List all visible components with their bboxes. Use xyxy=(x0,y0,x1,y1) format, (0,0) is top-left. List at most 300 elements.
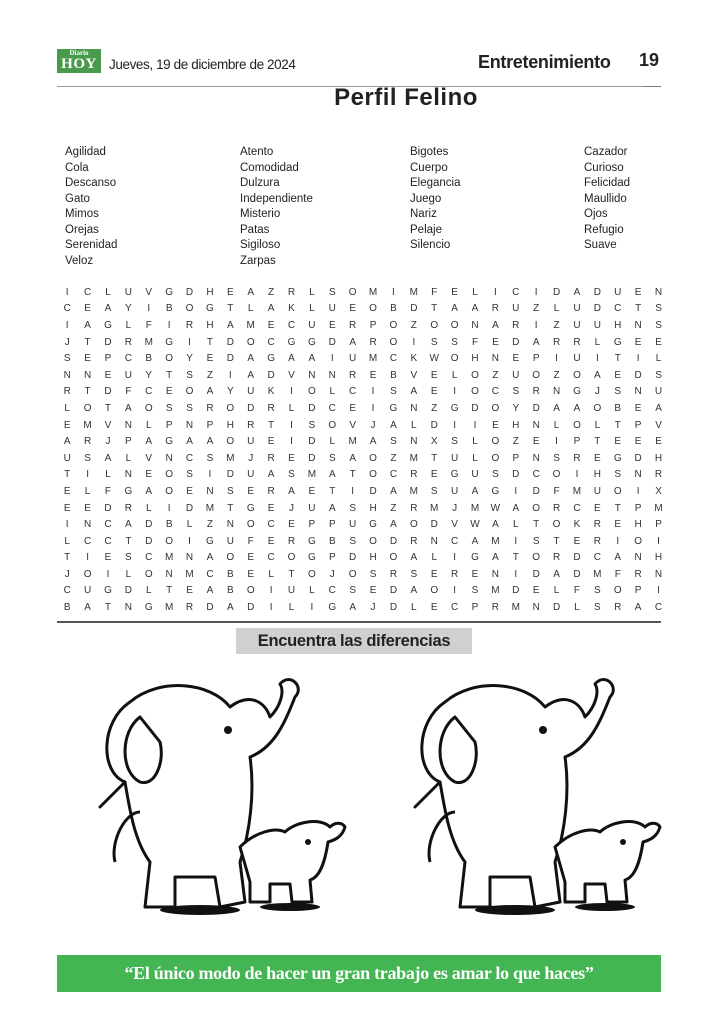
grid-letter: I xyxy=(453,386,456,398)
grid-letter: Z xyxy=(431,402,438,414)
grid-letter: A xyxy=(492,552,499,564)
grid-letter: T xyxy=(614,419,621,431)
grid-letter: A xyxy=(247,353,255,365)
grid-letter: G xyxy=(246,502,255,514)
grid-letter: T xyxy=(125,535,132,547)
grid-letter: G xyxy=(307,336,316,348)
logo-subtitle: Diario xyxy=(69,49,89,57)
grid-letter: C xyxy=(83,535,92,547)
grid-letter: G xyxy=(491,485,500,497)
grid-letter: D xyxy=(145,519,153,531)
grid-letter: O xyxy=(307,568,316,580)
grid-letter: N xyxy=(532,452,540,464)
grid-letter: A xyxy=(471,485,479,497)
grid-letter: W xyxy=(490,502,501,514)
grid-letter: A xyxy=(492,519,499,531)
grid-letter: I xyxy=(412,336,416,348)
grid-letter: Z xyxy=(533,303,540,315)
grid-letter: K xyxy=(573,519,581,531)
word-column xyxy=(410,145,461,254)
grid-letter: L xyxy=(513,519,519,531)
grid-letter: D xyxy=(349,552,357,564)
grid-letter: T xyxy=(166,585,173,597)
grid-letter: C xyxy=(63,585,71,597)
grid-letter: A xyxy=(267,469,275,481)
grid-letter: M xyxy=(164,602,174,614)
grid-letter: O xyxy=(165,469,174,481)
grid-letter: S xyxy=(206,452,214,464)
elephants-illustration-right xyxy=(395,662,665,932)
grid-letter: M xyxy=(511,602,520,614)
grid-letter: I xyxy=(351,485,355,497)
grid-letter: G xyxy=(165,336,174,348)
grid-letter: V xyxy=(349,419,356,431)
grid-letter: O xyxy=(226,436,235,448)
grid-letter: C xyxy=(328,585,336,597)
grid-letter: A xyxy=(125,402,132,414)
grid-letter: O xyxy=(307,386,316,398)
grid-letter: I xyxy=(208,469,212,481)
grid-letter: D xyxy=(247,402,255,414)
grid-letter: L xyxy=(84,485,91,497)
grid-letter: E xyxy=(104,369,112,381)
grid-letter: A xyxy=(226,319,234,331)
grid-letter: D xyxy=(512,469,520,481)
grid-letter: U xyxy=(654,386,663,398)
grid-letter: A xyxy=(206,552,214,564)
word-item: Orejas xyxy=(65,223,99,236)
grid-letter: I xyxy=(86,552,89,564)
grid-letter: O xyxy=(430,319,439,331)
grid-letter: A xyxy=(145,436,153,448)
grid-row xyxy=(57,467,669,484)
grid-letter: W xyxy=(470,519,480,531)
grid-letter: G xyxy=(104,319,112,331)
grid-row xyxy=(57,384,669,401)
grid-letter: S xyxy=(328,452,336,464)
grid-letter: F xyxy=(145,319,152,331)
grid-letter: I xyxy=(555,436,558,448)
grid-letter: Z xyxy=(553,319,560,331)
grid-letter: Z xyxy=(206,369,213,381)
grid-letter: N xyxy=(83,519,92,531)
grid-row xyxy=(57,367,669,384)
grid-letter: P xyxy=(634,419,642,431)
grid-letter: A xyxy=(308,353,316,365)
grid-letter: E xyxy=(573,535,581,547)
grid-letter: O xyxy=(593,402,602,414)
grid-letter: O xyxy=(348,286,357,298)
grid-letter: M xyxy=(368,286,378,298)
grid-row xyxy=(57,483,669,500)
grid-letter: O xyxy=(613,485,622,497)
grid-letter: R xyxy=(267,402,275,414)
grid-letter: E xyxy=(226,286,234,298)
grid-letter: M xyxy=(409,485,418,497)
grid-letter: E xyxy=(634,436,642,448)
grid-letter: T xyxy=(166,369,173,381)
grid-letter: C xyxy=(267,552,275,564)
grid-letter: C xyxy=(63,303,71,315)
grid-letter: E xyxy=(247,568,255,580)
issue-date: Jueves, 19 de diciembre de 2024 xyxy=(109,57,296,72)
grid-letter: E xyxy=(63,419,71,431)
grid-letter: K xyxy=(288,303,295,315)
grid-letter: I xyxy=(228,369,232,381)
grid-letter: H xyxy=(654,452,663,464)
grid-letter: S xyxy=(390,386,397,398)
grid-letter: O xyxy=(83,568,92,580)
grid-letter: F xyxy=(614,568,621,580)
grid-letter: K xyxy=(410,353,418,365)
grid-letter: S xyxy=(594,602,601,614)
grid-letter: T xyxy=(64,469,71,481)
grid-letter: D xyxy=(389,535,398,547)
grid-letter: P xyxy=(125,436,132,448)
grid-row xyxy=(57,350,669,367)
grid-letter: D xyxy=(104,336,112,348)
grid-letter: M xyxy=(593,568,602,580)
grid-row xyxy=(57,400,669,417)
grid-letter: I xyxy=(86,469,89,481)
word-item: Ojos xyxy=(584,208,608,220)
grid-letter: P xyxy=(512,452,520,464)
grid-letter: F xyxy=(247,535,254,547)
grid-letter: N xyxy=(430,535,438,547)
word-item: Veloz xyxy=(65,254,94,267)
grid-letter: S xyxy=(349,585,356,597)
grid-letter: O xyxy=(491,402,500,414)
grid-letter: T xyxy=(206,336,213,348)
grid-letter: I xyxy=(657,535,660,547)
grid-letter: O xyxy=(144,402,153,414)
grid-letter: L xyxy=(472,452,478,464)
grid-letter: B xyxy=(165,519,173,531)
grid-letter: G xyxy=(165,436,174,448)
grid-letter: F xyxy=(431,286,438,298)
grid-letter: R xyxy=(124,502,132,514)
grid-letter: D xyxy=(593,303,601,315)
grid-letter: E xyxy=(512,353,520,365)
grid-letter: S xyxy=(288,469,295,481)
grid-letter: C xyxy=(389,469,398,481)
grid-letter: N xyxy=(654,568,663,580)
grid-letter: S xyxy=(308,419,316,431)
grid-row xyxy=(57,500,669,517)
grid-letter: C xyxy=(512,286,520,298)
grid-letter: A xyxy=(369,436,377,448)
grid-letter: T xyxy=(84,336,91,348)
grid-letter: S xyxy=(451,336,458,348)
grid-letter: L xyxy=(64,535,70,547)
grid-letter: E xyxy=(430,602,438,614)
grid-letter: C xyxy=(267,336,275,348)
grid-row xyxy=(57,533,669,550)
grid-letter: U xyxy=(287,585,296,597)
grid-letter: V xyxy=(655,419,662,431)
grid-letter: S xyxy=(349,502,356,514)
grid-letter: C xyxy=(83,286,92,298)
grid-letter: U xyxy=(247,386,255,398)
grid-letter: M xyxy=(572,485,582,497)
grid-letter: A xyxy=(328,469,336,481)
grid-letter: R xyxy=(287,286,296,298)
grid-letter: C xyxy=(267,519,275,531)
word-item: Cazador xyxy=(584,146,628,158)
grid-letter: U xyxy=(124,286,132,298)
grid-letter: S xyxy=(63,353,71,365)
grid-letter: J xyxy=(594,386,600,398)
grid-letter: E xyxy=(267,502,275,514)
grid-letter: A xyxy=(532,336,540,348)
grid-letter: E xyxy=(206,353,214,365)
grid-letter: I xyxy=(514,535,518,547)
grid-letter: T xyxy=(614,353,621,365)
grid-letter: N xyxy=(83,369,92,381)
grid-letter: C xyxy=(593,552,601,564)
grid-letter: I xyxy=(514,568,518,580)
grid-letter: V xyxy=(451,519,458,531)
diario-hoy-logo xyxy=(57,49,101,73)
grid-letter: E xyxy=(349,303,356,315)
grid-letter: I xyxy=(453,419,456,431)
grid-letter: I xyxy=(494,286,497,298)
grid-letter: M xyxy=(205,502,215,514)
grid-letter: O xyxy=(328,419,337,431)
grid-letter: E xyxy=(104,552,112,564)
grid-letter: U xyxy=(63,452,71,464)
grid-letter: E xyxy=(430,369,438,381)
grid-letter: Y xyxy=(145,369,153,381)
grid-letter: N xyxy=(124,469,132,481)
grid-row xyxy=(57,566,669,583)
grid-letter: S xyxy=(512,386,520,398)
grid-letter: A xyxy=(553,402,560,414)
grid-letter: G xyxy=(267,353,275,365)
grid-letter: D xyxy=(512,336,520,348)
grid-letter: D xyxy=(552,286,561,298)
grid-letter: R xyxy=(267,485,275,497)
grid-letter: D xyxy=(369,485,377,497)
grid-row xyxy=(57,583,669,600)
grid-letter: E xyxy=(63,485,71,497)
grid-letter: E xyxy=(369,369,377,381)
grid-letter: D xyxy=(532,402,540,414)
grid-letter: R xyxy=(491,602,500,614)
grid-letter: S xyxy=(553,452,560,464)
grid-letter: O xyxy=(165,535,174,547)
grid-letter: G xyxy=(307,552,316,564)
grid-letter: L xyxy=(553,419,560,431)
grid-row xyxy=(57,317,669,334)
grid-letter: P xyxy=(104,353,112,365)
grid-letter: G xyxy=(450,469,459,481)
grid-letter: B xyxy=(614,402,622,414)
grid-letter: M xyxy=(164,552,174,564)
grid-letter: R xyxy=(410,502,418,514)
grid-letter: D xyxy=(532,568,540,580)
grid-letter: A xyxy=(206,585,214,597)
grid-letter: O xyxy=(471,369,479,381)
grid-letter: T xyxy=(431,303,438,315)
grid-letter: E xyxy=(247,485,255,497)
grid-letter: N xyxy=(634,469,642,481)
grid-letter: I xyxy=(595,353,599,365)
grid-row xyxy=(57,516,669,533)
grid-letter: F xyxy=(125,386,132,398)
grid-letter: L xyxy=(125,452,132,464)
grid-letter: E xyxy=(594,502,601,514)
grid-letter: R xyxy=(491,303,500,315)
grid-letter: N xyxy=(491,568,500,580)
grid-row xyxy=(57,450,669,467)
grid-letter: J xyxy=(370,419,376,431)
grid-letter: V xyxy=(145,452,153,464)
grid-letter: A xyxy=(247,369,255,381)
grid-letter: A xyxy=(410,386,418,398)
grid-letter: G xyxy=(613,452,622,464)
grid-letter: O xyxy=(450,319,459,331)
grid-letter: E xyxy=(308,485,316,497)
word-item: Cuerpo xyxy=(410,161,448,174)
grid-letter: E xyxy=(492,336,499,348)
grid-letter: I xyxy=(290,436,293,448)
grid-letter: G xyxy=(389,402,398,414)
grid-row xyxy=(57,417,669,434)
grid-letter: A xyxy=(84,602,91,614)
grid-letter: L xyxy=(553,585,560,597)
grid-row xyxy=(57,550,669,567)
grid-letter: T xyxy=(104,602,112,614)
grid-letter: D xyxy=(308,452,316,464)
grid-letter: L xyxy=(655,353,662,365)
grid-letter: R xyxy=(532,386,540,398)
grid-letter: D xyxy=(634,369,642,381)
grid-row xyxy=(57,334,669,351)
grid-letter: A xyxy=(553,568,560,580)
grid-letter: L xyxy=(472,286,478,298)
grid-letter: N xyxy=(165,568,173,580)
grid-letter: O xyxy=(573,369,581,381)
grid-letter: N xyxy=(206,485,214,497)
grid-letter: L xyxy=(574,602,580,614)
grid-letter: H xyxy=(369,502,377,514)
grid-letter: B xyxy=(165,303,173,315)
grid-letter: S xyxy=(226,485,234,497)
grid-letter: C xyxy=(532,469,540,481)
grid-letter: N xyxy=(634,386,642,398)
grid-letter: D xyxy=(573,552,581,564)
grid-letter: O xyxy=(552,519,561,531)
grid-letter: V xyxy=(288,369,295,381)
grid-letter: C xyxy=(328,402,336,414)
grid-letter: N xyxy=(410,402,418,414)
grid-letter: T xyxy=(512,552,519,564)
grid-letter: O xyxy=(471,386,479,398)
grid-letter: R xyxy=(552,552,561,564)
grid-letter: G xyxy=(206,535,214,547)
grid-letter: I xyxy=(657,585,660,597)
grid-letter: A xyxy=(104,452,112,464)
grid-letter: B xyxy=(328,535,336,547)
grid-letter: R xyxy=(287,535,296,547)
grid-letter: A xyxy=(471,303,479,315)
grid-letter: F xyxy=(104,485,112,497)
grid-letter: R xyxy=(185,602,194,614)
word-column xyxy=(240,145,313,269)
grid-letter: X xyxy=(655,485,662,497)
grid-letter: D xyxy=(226,469,234,481)
grid-letter: I xyxy=(534,286,538,298)
grid-letter: U xyxy=(349,519,357,531)
grid-letter: E xyxy=(84,502,91,514)
grid-letter: U xyxy=(247,436,255,448)
grid-letter: R xyxy=(654,469,663,481)
grid-letter: A xyxy=(349,452,356,464)
word-item: Serenidad xyxy=(65,239,118,251)
grid-letter: S xyxy=(186,402,193,414)
grid-letter: S xyxy=(369,568,377,580)
grid-letter: U xyxy=(614,286,622,298)
grid-letter: R xyxy=(451,568,459,580)
grid-letter: V xyxy=(410,369,418,381)
grid-letter: H xyxy=(614,319,622,331)
grid-letter: N xyxy=(491,353,500,365)
grid-letter: U xyxy=(349,353,357,365)
word-column xyxy=(584,145,630,254)
grid-letter: I xyxy=(371,386,375,398)
grid-letter: G xyxy=(369,519,377,531)
grid-letter: U xyxy=(573,303,581,315)
word-item: Pelaje xyxy=(410,223,442,236)
grid-letter: Z xyxy=(410,319,417,331)
grid-letter: P xyxy=(206,419,214,431)
grid-letter: P xyxy=(573,436,581,448)
word-item: Maullido xyxy=(584,192,627,205)
grid-letter: A xyxy=(104,303,112,315)
grid-letter: H xyxy=(512,419,520,431)
grid-letter: S xyxy=(614,469,622,481)
grid-letter: M xyxy=(409,286,418,298)
grid-letter: J xyxy=(105,436,111,448)
grid-letter: L xyxy=(145,585,152,597)
grid-letter: O xyxy=(634,535,643,547)
grid-letter: D xyxy=(573,568,581,580)
grid-letter: M xyxy=(654,502,663,514)
grid-letter: E xyxy=(267,436,275,448)
grid-letter: R xyxy=(206,402,214,414)
word-item: Nariz xyxy=(410,208,437,220)
grid-letter: R xyxy=(185,319,194,331)
grid-letter: E xyxy=(186,585,193,597)
grid-letter: N xyxy=(654,286,663,298)
grid-letter: G xyxy=(144,602,153,614)
grid-letter: E xyxy=(267,319,275,331)
grid-letter: S xyxy=(165,402,173,414)
grid-letter: A xyxy=(84,319,91,331)
grid-letter: M xyxy=(307,469,317,481)
grid-letter: P xyxy=(328,552,336,564)
grid-letter: U xyxy=(124,369,132,381)
word-search-grid xyxy=(57,284,669,616)
grid-letter: A xyxy=(267,303,275,315)
grid-letter: E xyxy=(614,519,622,531)
grid-letter: S xyxy=(410,568,418,580)
grid-letter: I xyxy=(616,535,620,547)
grid-letter: D xyxy=(226,336,234,348)
grid-letter: H xyxy=(206,286,214,298)
grid-letter: A xyxy=(63,436,71,448)
